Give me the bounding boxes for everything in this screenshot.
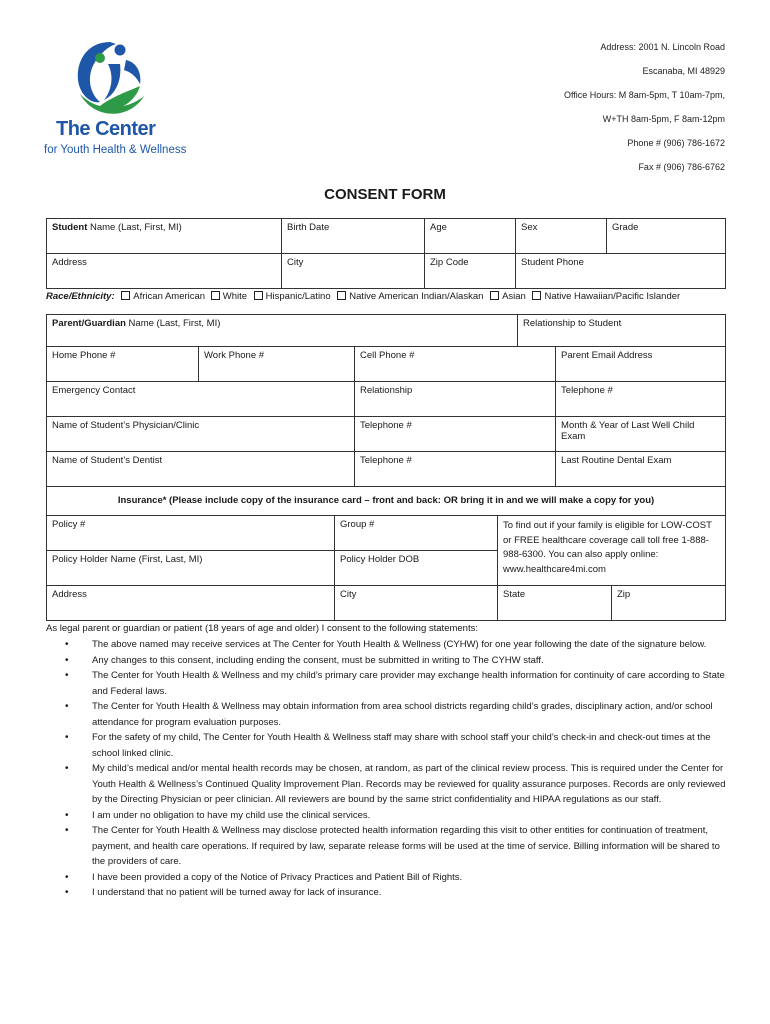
parent-email-field[interactable]: Parent Email Address	[556, 347, 726, 382]
race-option: Hispanic/Latino	[265, 291, 331, 302]
parent-info-table	[46, 314, 726, 487]
city-state-zip: Escanaba, MI 48929	[642, 66, 725, 76]
student-name-field[interactable]	[47, 219, 282, 254]
checkbox-hispanic[interactable]	[254, 291, 263, 300]
consent-statement: • Any changes to this consent, including ending the consent, must be submitted in writing to The CYHW staff.	[60, 653, 728, 669]
student-name-bold: Student	[52, 222, 88, 233]
consent-intro: As legal parent or guardian or patient (18 years of age and older) I consent to the following statements:	[46, 623, 478, 634]
race-option: Native American Indian/Alaskan	[349, 291, 484, 302]
checkbox-asian[interactable]	[490, 291, 499, 300]
checkbox-pacific-islander[interactable]	[532, 291, 541, 300]
consent-statement: • The Center for Youth Health & Wellness may obtain information from area school districts regarding child’s grades, disciplinary action, and/or school attendance for program evaluation purposes.	[60, 699, 728, 730]
parent-name-label: Name (Last, First, MI)	[125, 318, 221, 329]
student-city-field[interactable]: City	[282, 254, 425, 289]
office-hours: Office Hours: M 8am-5pm, T 10am-7pm,	[563, 90, 725, 100]
checkbox-native-american[interactable]	[337, 291, 346, 300]
insurance-state-field[interactable]: State	[498, 586, 612, 621]
home-phone-field[interactable]: Home Phone #	[47, 347, 199, 382]
consent-statements	[60, 637, 728, 901]
race-ethnicity-row	[46, 291, 680, 302]
race-option: White	[222, 291, 248, 302]
coverage-info-note: To find out if your family is eligible for LOW-COST or FREE healthcare coverage call toll free 1-888-988-6300. You can also apply online: www.healthcare4mi.com	[498, 516, 726, 586]
physician-telephone-field[interactable]: Telephone #	[355, 417, 556, 452]
emergency-relationship-field[interactable]: Relationship	[355, 382, 556, 417]
physician-field[interactable]: Name of Student’s Physician/Clinic	[47, 417, 355, 452]
age-field[interactable]: Age	[425, 219, 516, 254]
phone-number: Phone # (906) 786-1672	[627, 138, 725, 148]
consent-statement: • For the safety of my child, The Center for Youth Health & Wellness staff may share with school staff your child’s check-in and check-out times at the school linked clinic.	[60, 730, 728, 761]
race-label: Race/Ethnicity:	[46, 291, 115, 302]
grade-field[interactable]: Grade	[607, 219, 726, 254]
address-line: Address: 2001 N. Lincoln Road	[600, 42, 725, 52]
work-phone-field[interactable]: Work Phone #	[199, 347, 355, 382]
parent-name-field[interactable]	[47, 315, 518, 347]
sex-field[interactable]: Sex	[516, 219, 607, 254]
race-option: African American	[133, 291, 206, 302]
student-phone-field[interactable]: Student Phone	[516, 254, 726, 289]
insurance-city-field[interactable]: City	[335, 586, 498, 621]
emergency-telephone-field[interactable]: Telephone #	[556, 382, 726, 417]
emergency-contact-field[interactable]: Emergency Contact	[47, 382, 355, 417]
insurance-table	[46, 486, 726, 621]
consent-statement: • The Center for Youth Health & Wellness and my child’s primary care provider may exchange health information for continuity of care according to State and Federal laws.	[60, 668, 728, 699]
consent-statement: • The Center for Youth Health & Wellness may disclose protected health information regarding this visit to other entities for continuation of treatment, payment, and health care operations. If required by law, separate release forms will be used at the time of service. Billing information will be shared to the providers of care.	[60, 823, 728, 870]
logo-title: The Center	[56, 118, 156, 140]
insurance-header: Insurance* (Please include copy of the insurance card – front and back: OR bring it in and we will make a copy for you)	[47, 487, 726, 516]
birth-date-field[interactable]: Birth Date	[282, 219, 425, 254]
student-zip-field[interactable]: Zip Code	[425, 254, 516, 289]
insurance-address-field[interactable]: Address	[47, 586, 335, 621]
consent-statement: • The above named may receive services at The Center for Youth Health & Wellness (CYHW) for one year following the date of the signature below.	[60, 637, 728, 653]
parent-name-bold: Parent/Guardian	[52, 318, 126, 329]
form-title: CONSENT FORM	[324, 186, 446, 203]
last-well-child-exam-field[interactable]: Month & Year of Last Well Child Exam	[556, 417, 726, 452]
consent-statement: • I have been provided a copy of the Notice of Privacy Practices and Patient Bill of Rights.	[60, 870, 728, 886]
consent-statement: • I understand that no patient will be turned away for lack of insurance.	[60, 885, 728, 901]
relationship-to-student-field[interactable]: Relationship to Student	[518, 315, 726, 347]
dentist-telephone-field[interactable]: Telephone #	[355, 452, 556, 487]
race-option: Native Hawaiian/Pacific Islander	[544, 291, 681, 302]
fax-number: Fax # (906) 786-6762	[638, 162, 725, 172]
student-name-label: Name (Last, First, MI)	[87, 222, 182, 233]
policy-holder-dob-field[interactable]: Policy Holder DOB	[335, 551, 498, 586]
consent-statement: • My child’s medical and/or mental health records may be chosen, at random, as part of the clinical review process. This is required under the Center for Youth Health & Wellness’s Continued Quality Improvement Plan. Records may be reviewed for quality assurance purposes. Records are only reviewed by the Directing Physician or peer clinician. All reviewers are bound by the same strict confidentiality and HIPAA regulations as our staff.	[60, 761, 728, 808]
student-info-table	[46, 218, 726, 289]
consent-statement: • I am under no obligation to have my child use the clinical services.	[60, 808, 728, 824]
logo-subtitle: for Youth Health & Wellness	[44, 144, 187, 156]
cell-phone-field[interactable]: Cell Phone #	[355, 347, 556, 382]
race-option: Asian	[502, 291, 526, 302]
policy-holder-name-field[interactable]: Policy Holder Name (First, Last, MI)	[47, 551, 335, 586]
checkbox-white[interactable]	[211, 291, 220, 300]
office-hours-cont: W+TH 8am-5pm, F 8am-12pm	[602, 114, 725, 124]
logo-graphic	[70, 36, 150, 120]
insurance-zip-field[interactable]: Zip	[612, 586, 726, 621]
checkbox-african-american[interactable]	[121, 291, 130, 300]
group-number-field[interactable]: Group #	[335, 516, 498, 551]
policy-number-field[interactable]: Policy #	[47, 516, 335, 551]
student-address-field[interactable]: Address	[47, 254, 282, 289]
dentist-field[interactable]: Name of Student’s Dentist	[47, 452, 355, 487]
last-dental-exam-field[interactable]: Last Routine Dental Exam	[556, 452, 726, 487]
